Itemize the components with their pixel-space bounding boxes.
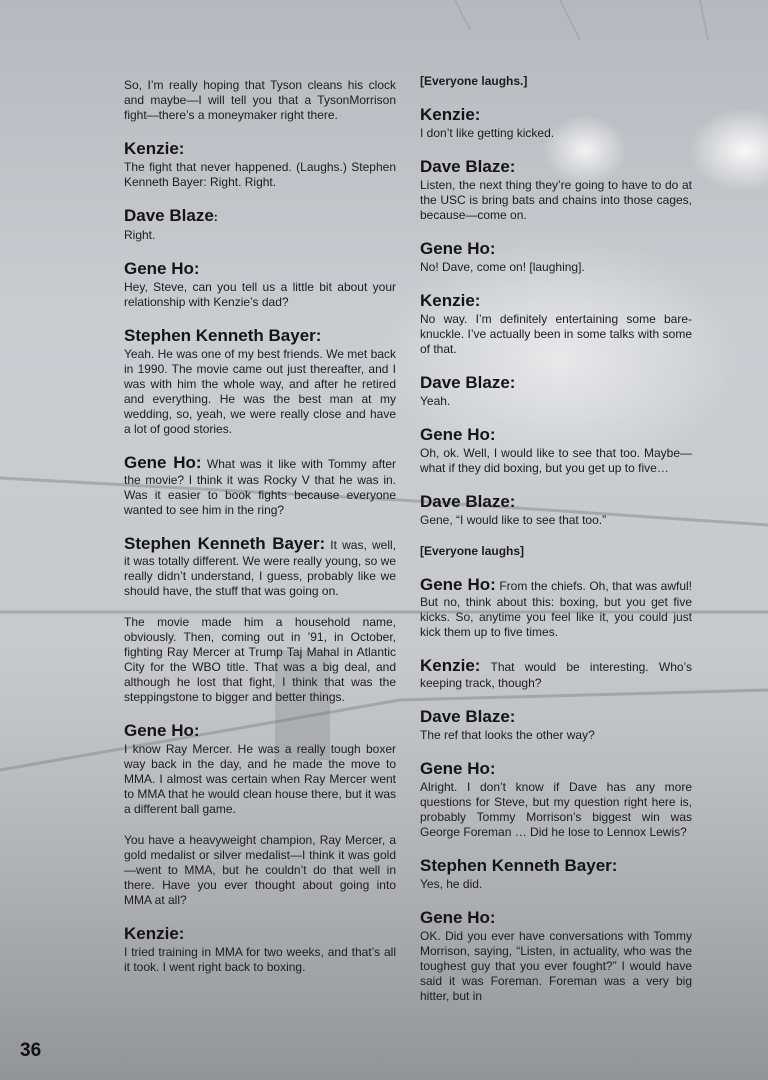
speaker-name: Kenzie: [420,105,481,124]
dialogue-entry [420,291,692,357]
dialogue-text: I don’t like getting kicked. [420,126,555,140]
dialogue-paragraph [420,575,692,640]
dialogue-text: Oh, ok. Well, I would like to see that too. Maybe—what if they did boxing, but you get up to five… [420,446,692,475]
dialogue-paragraph [124,534,396,599]
speaker-name-text: Dave Blaze [124,206,214,225]
speaker-name: Gene Ho: [420,575,496,594]
speaker-name: Kenzie: [124,924,185,943]
dialogue-entry [420,105,692,141]
dialogue-entry [124,206,396,243]
dialogue-entry [420,759,692,840]
dialogue-entry [420,656,692,691]
dialogue-text: Yeah. He was one of my best friends. We met back in 1990. The movie came out just thereafter, and I was with him the whole way, and after he retired and everything. He was the best man at my wedding, so, yeah, we were really close and have a lot of good stories. [124,347,396,436]
dialogue-text: I tried training in MMA for two weeks, and that’s all it took. I went right back to boxing. [124,945,396,974]
speaker-name: Gene Ho: [124,259,200,278]
dialogue-text: So, I’m really hoping that Tyson cleans his clock and maybe—I will tell you that a TysonMorrison fight—there’s a moneymaker right there. [124,78,396,122]
dialogue-entry [420,239,692,275]
stage-note: [Everyone laughs] [420,544,525,558]
dialogue-entry [420,492,692,528]
dialogue-text: No way. I’m definitely entertaining some bare-knuckle. I’ve actually been in some talks with some of that. [420,312,692,356]
dialogue-entry [420,707,692,743]
dialogue-text: Gene, “I would like to see that too.” [420,513,607,527]
dialogue-entry [420,425,692,476]
left-text-column [124,78,396,991]
dialogue-entry [420,544,692,559]
dialogue-text: The movie made him a household name, obviously. Then, coming out in ’91, in October, fighting Ray Mercer at Trump Taj Mahal in Atlantic City for the WBO title. That was a big deal, and although he lost that fight, I think that was the steppingstone to bigger and better things. [124,615,396,704]
dialogue-entry [420,908,692,1004]
dialogue-text: You have a heavyweight champion, Ray Mercer, a gold medalist or silver medalist—I think it was gold—went to MMA, but he couldn’t do that well in there. Have you ever thought about going into MMA at all? [124,833,396,907]
dialogue-entry [124,453,396,518]
speaker-name: Dave Blaze: [420,492,516,511]
dialogue-entry [124,259,396,310]
dialogue-entry [420,373,692,409]
speaker-name: Gene Ho: [420,239,496,258]
dialogue-text: No! Dave, come on! [laughing]. [420,260,585,274]
dialogue-entry [124,833,396,908]
dialogue-text: Right. [124,228,156,242]
speaker-name: Gene Ho: [420,759,496,778]
dialogue-entry [124,139,396,190]
dialogue-text: The ref that looks the other way? [420,728,595,742]
dialogue-entry [420,575,692,640]
dialogue-entry [124,78,396,123]
dialogue-text: Alright. I don’t know if Dave has any more questions for Steve, but my question right here is, probably Tommy Morrison’s biggest win was George Foreman … Did he lose to Lennox Lewis? [420,780,692,839]
speaker-name: Dave Blaze: [420,707,516,726]
dialogue-text: Listen, the next thing they’re going to have to do at the USC is bring bats and chains into those cages, because—come on. [420,178,692,222]
speaker-colon: : [213,210,218,224]
dialogue-entry [420,856,692,892]
speaker-name: Stephen Kenneth Bayer: [420,856,618,875]
dialogue-text: Yeah. [420,394,451,408]
speaker-name: Kenzie: [420,656,481,675]
stage-note: [Everyone laughs.] [420,74,528,88]
dialogue-text: What was it like with Tommy after the movie? I think it was Rocky V that he was in. Was it easier to book fights because everyone wanted to see him in the ring? [124,457,396,517]
speaker-name: Dave Blaze: [420,157,516,176]
speaker-name: Gene Ho: [420,425,496,444]
speaker-name [124,206,396,227]
dialogue-entry [124,721,396,817]
dialogue-paragraph [124,453,396,518]
speaker-name: Kenzie: [124,139,185,158]
speaker-name: Gene Ho: [420,908,496,927]
dialogue-entry [124,615,396,705]
dialogue-text: I know Ray Mercer. He was a really tough boxer way back in the day, and he made the move to MMA. I almost was certain when Ray Mercer went to MMA that he would clean house there, but it was a different ball game. [124,742,396,816]
dialogue-text: That would be interesting. Who’s keeping track, though? [420,660,692,690]
dialogue-text: OK. Did you ever have conversations with Tommy Morrison, saying, “Listen, in actuality, who was the toughest guy that you ever fought?” I would have said it was Foreman. Foreman was a very big hitter, but in [420,929,692,1003]
dialogue-text: It was, well, it was totally different. We were really young, so we really didn’t understand, I guess, probably like we should have, the stuff that was going on. [124,538,396,598]
speaker-name: Gene Ho: [124,453,202,472]
dialogue-entry [420,157,692,223]
dialogue-entry [124,326,396,437]
page-number: 36 [20,1040,42,1061]
dialogue-text: Yes, he did. [420,877,483,891]
speaker-name: Stephen Kenneth Bayer: [124,326,322,345]
dialogue-entry [124,924,396,975]
speaker-name: Kenzie: [420,291,481,310]
speaker-name: Stephen Kenneth Bayer: [124,534,326,553]
dialogue-text: Hey, Steve, can you tell us a little bit about your relationship with Kenzie’s dad? [124,280,396,309]
dialogue-entry [420,74,692,89]
dialogue-entry [124,534,396,599]
dialogue-text: The fight that never happened. (Laughs.) Stephen Kenneth Bayer: Right. Right. [124,160,396,189]
dialogue-text: From the chiefs. Oh, that was awful! But no, think about this: boxing, but you get five kicks. So, anytime you feel like it, you could just kick them up to five times. [420,579,692,639]
dialogue-paragraph [420,656,692,691]
speaker-name: Gene Ho: [124,721,200,740]
right-text-column [420,74,692,1020]
speaker-name: Dave Blaze: [420,373,516,392]
